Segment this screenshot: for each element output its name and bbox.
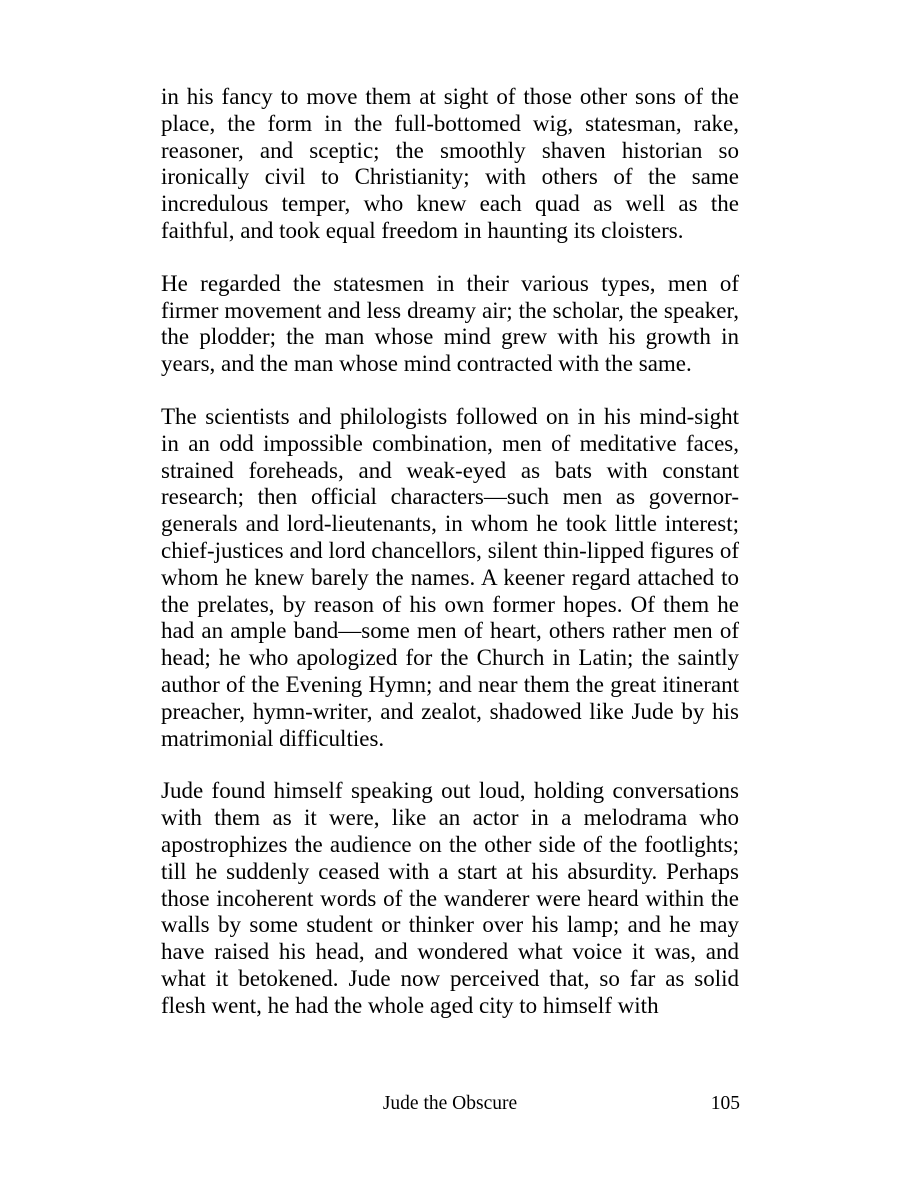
paragraph-2: He regarded the statesmen in their various types, men of firmer movement and less dreamy air; the scholar, the speaker, the plodder; the man whose mind grew with his growth in years, and the man whose mind contracted with the same. — [161, 270, 739, 377]
paragraph-4: Jude found himself speaking out loud, holding conversations with them as it were, like an actor in a melodrama who apostrophizes the audience on the other side of the footlights; till he suddenly ceased with a start at his absurdity. Perhaps those incoherent words of the wanderer were heard within the walls by some student or thinker over his lamp; and he may have raised his head, and wondered what voice it was, and what it betokened. Jude now perceived that, so far as solid flesh went, he had the whole aged city to himself with — [161, 778, 739, 1018]
paragraph-3: The scientists and philologists followed on in his mind-sight in an odd impossible combination, men of meditative faces, strained foreheads, and weak-eyed as bats with constant research; then official characters—such men as governor-generals and lord-lieutenants, in whom he took little interest; chief-justices and lord chancellors, silent thin-lipped figures of whom he knew barely the names. A keener regard attached to the prelates, by reason of his own former hopes. Of them he had an ample band—some men of heart, others rather men of head; he who apologized for the Church in Latin; the saintly author of the Evening Hymn; and near them the great itinerant preacher, hymn-writer, and zealot, shadowed like Jude by his matrimonial difficulties. — [161, 403, 739, 751]
running-footer-title: Jude the Obscure — [382, 1093, 518, 1114]
page-number: 105 — [710, 1093, 740, 1114]
paragraph-1: in his fancy to move them at sight of those other sons of the place, the form in the full-bottomed wig, statesman, rake, reasoner, and sceptic; the smoothly shaven historian so ironically civil to Christianity; with others of the same incredulous temper, who knew each quad as well as the faithful, and took equal freedom in haunting its cloisters. — [161, 84, 739, 243]
body-text — [161, 84, 739, 1046]
